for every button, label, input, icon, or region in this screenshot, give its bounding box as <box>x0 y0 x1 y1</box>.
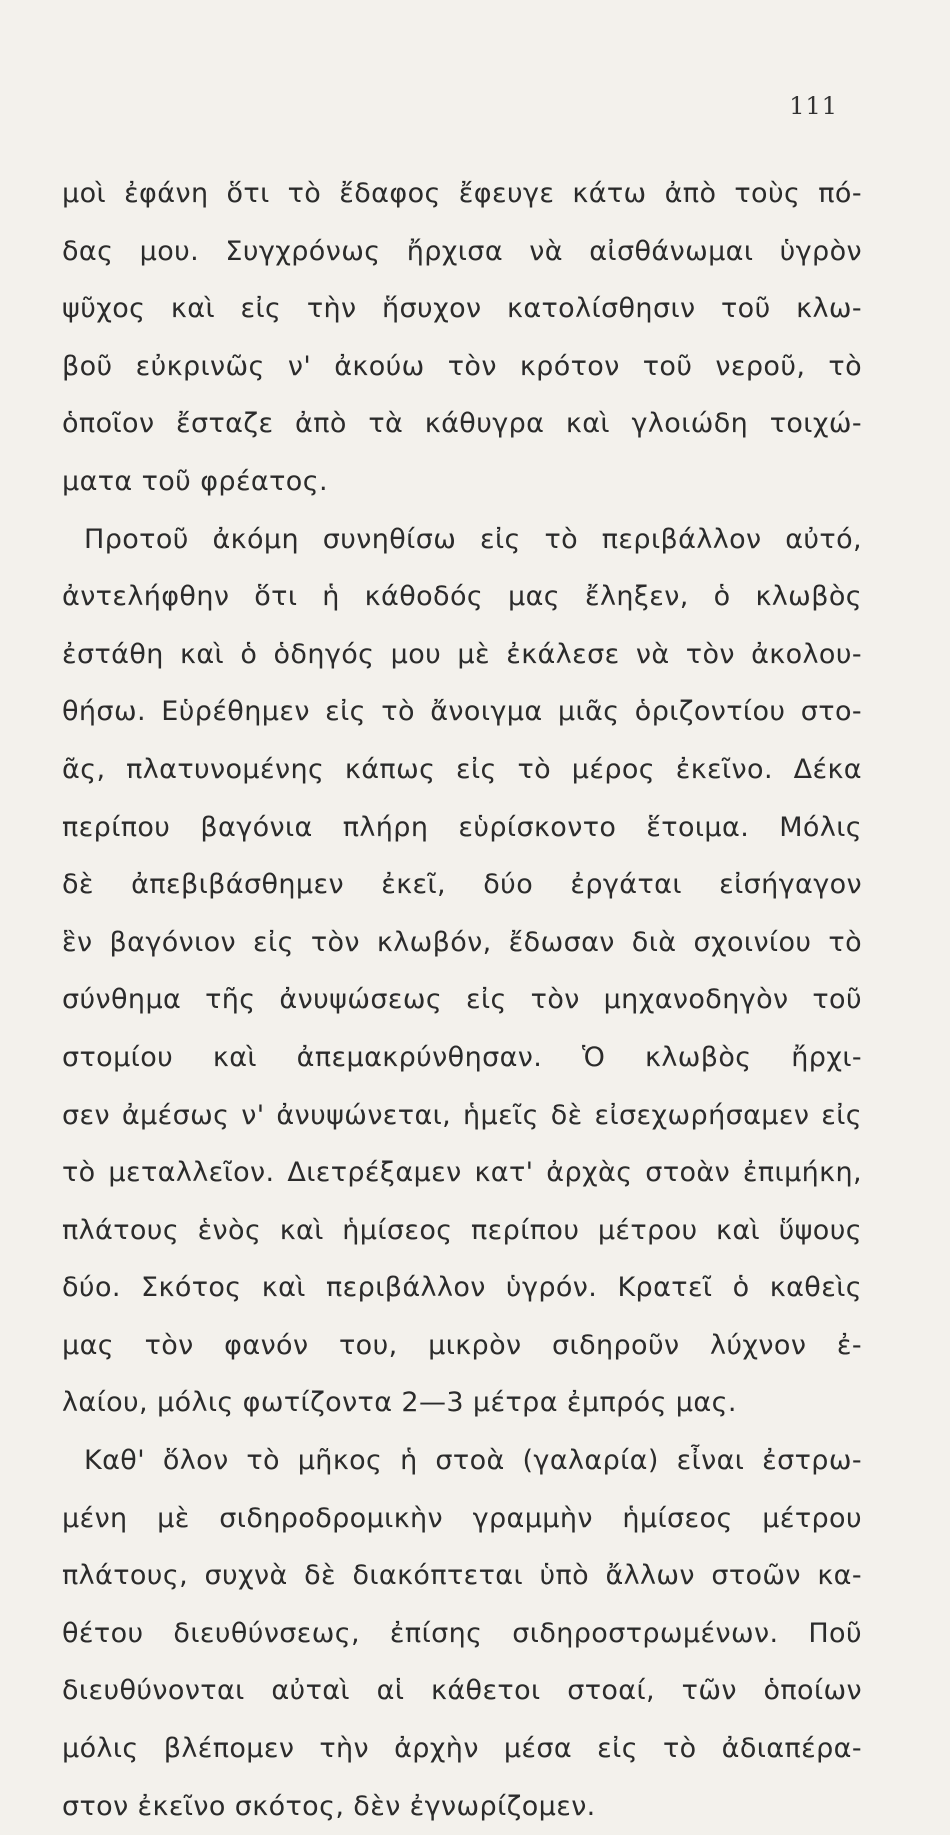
body-text <box>62 165 862 1835</box>
text-line: σύνθημα τῆς ἀνυψώσεως εἰς τὸν μηχανοδηγὸν τοῦ <box>62 984 862 1016</box>
text-line: μένη μὲ σιδηροδρομικὴν γραμμὴν ἡμίσεος μέτρου <box>62 1502 862 1534</box>
text-line: στομίου καὶ ἀπεμακρύνθησαν. Ὁ κλωβὸς ἤρχι- <box>62 1041 862 1073</box>
text-line: θέτου διευθύνσεως, ἐπίσης σιδηροστρωμένων. Ποῦ <box>62 1617 862 1649</box>
text-line: ἐστάθη καὶ ὁ ὁδηγός μου μὲ ἐκάλεσε νὰ τὸν ἀκολου- <box>62 638 862 670</box>
text-line: θήσω. Εὑρέθημεν εἰς τὸ ἄνοιγμα μιᾶς ὁριζοντίου στο- <box>62 696 862 728</box>
text-line: δας μου. Συγχρόνως ἤρχισα νὰ αἰσθάνωμαι ὑγρὸν <box>62 235 862 267</box>
text-line: μας τὸν φανόν του, μικρὸν σιδηροῦν λύχνον ἐ- <box>62 1329 862 1361</box>
text-line: Προτοῦ ἀκόμη συνηθίσω εἰς τὸ περιβάλλον αὐτό, <box>84 523 862 555</box>
text-line: λαίου, μόλις φωτίζοντα 2—3 μέτρα ἐμπρός μας. <box>62 1387 737 1419</box>
page-number: 111 <box>789 92 838 120</box>
text-line: διευθύνονται αὐταὶ αἱ κάθετοι στοαί, τῶν ὁποίων <box>62 1675 862 1707</box>
text-line: σεν ἀμέσως ν' ἀνυψώνεται, ἡμεῖς δὲ εἰσεχωρήσαμεν εἰς <box>62 1099 862 1131</box>
text-line: Καθ' ὅλον τὸ μῆκος ἡ στοὰ (γαλαρία) εἶναι ἐστρω- <box>84 1445 862 1477</box>
text-line: ματα τοῦ φρέατος. <box>62 465 328 497</box>
text-line: τὸ μεταλλεῖον. Διετρέξαμεν κατ' ἀρχὰς στοὰν ἐπιμήκη, <box>62 1157 862 1189</box>
text-line: ὁποῖον ἔσταζε ἀπὸ τὰ κάθυγρα καὶ γλοιώδη τοιχώ- <box>62 408 862 440</box>
text-line: μοὶ ἐφάνη ὅτι τὸ ἔδαφος ἔφευγε κάτω ἀπὸ τοὺς πό- <box>62 178 862 209</box>
text-line: ᾶς, πλατυνομένης κάπως εἰς τὸ μέρος ἐκεῖνο. Δέκα <box>62 753 862 785</box>
text-line: πλάτους, συχνὰ δὲ διακόπτεται ὑπὸ ἄλλων στοῶν κα- <box>62 1560 862 1592</box>
text-line: βοῦ εὐκρινῶς ν' ἀκούω τὸν κρότον τοῦ νεροῦ, τὸ <box>62 350 862 382</box>
text-line: ἓν βαγόνιον εἰς τὸν κλωβόν, ἔδωσαν διὰ σχοινίου τὸ <box>62 926 862 958</box>
text-line: δὲ ἀπεβιβάσθημεν ἐκεῖ, δύο ἐργάται εἰσήγαγον <box>62 869 862 901</box>
text-line: ψῦχος καὶ εἰς τὴν ἥσυχον κατολίσθησιν τοῦ κλω- <box>62 293 862 325</box>
text-line: περίπου βαγόνια πλήρη εὑρίσκοντο ἕτοιμα. Μόλις <box>62 811 862 843</box>
text-line: πλάτους ἑνὸς καὶ ἡμίσεος περίπου μέτρου καὶ ὕψους <box>62 1214 862 1246</box>
text-line: ἀντελήφθην ὅτι ἡ κάθοδός μας ἔληξεν, ὁ κλωβὸς <box>62 581 862 613</box>
text-line: μόλις βλέπομεν τὴν ἀρχὴν μέσα εἰς τὸ ἀδιαπέρα- <box>62 1733 862 1765</box>
text-line: στον ἐκεῖνο σκότος, δὲν ἐγνωρίζομεν. <box>62 1790 596 1822</box>
text-line: δύο. Σκότος καὶ περιβάλλον ὑγρόν. Κρατεῖ ὁ καθεὶς <box>62 1272 862 1304</box>
